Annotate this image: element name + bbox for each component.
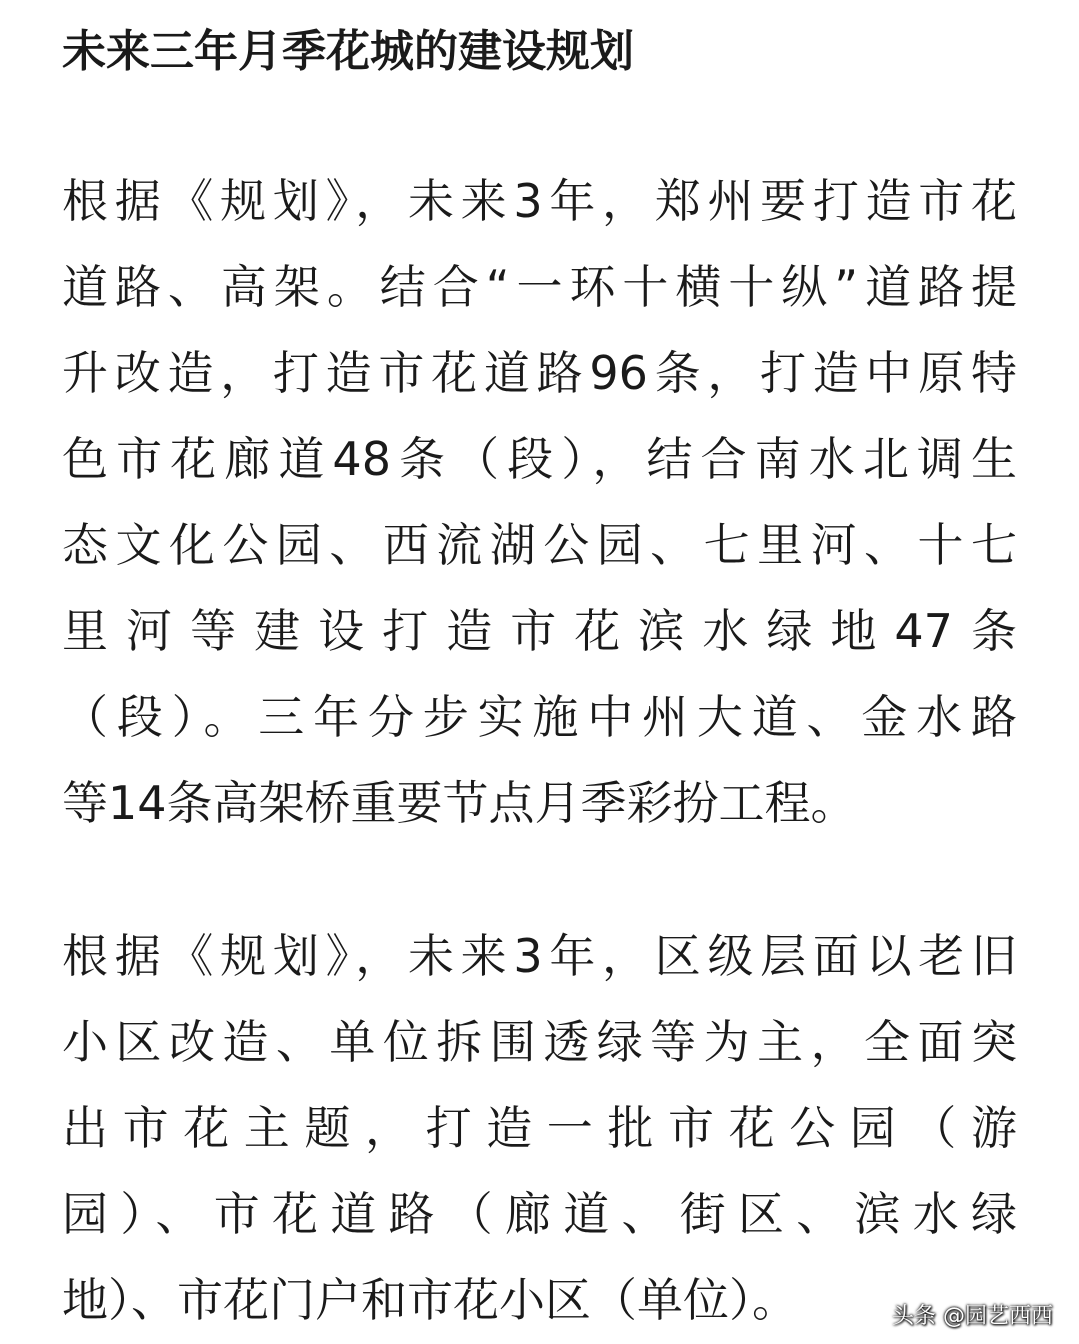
paragraph-line: 根据《规划》，未来3年，区级层面以老旧: [62, 929, 1017, 983]
paragraph-line: 态文化公园、西流湖公园、七里河、十七: [62, 518, 1017, 572]
paragraph-line: 根据《规划》，未来3年，郑州要打造市花: [62, 174, 1017, 228]
article-title: 未来三年月季花城的建设规划: [62, 26, 634, 77]
paragraph-2: [62, 913, 1017, 1343]
paragraph-line: 升改造，打造市花道路96条，打造中原特: [62, 346, 1017, 400]
paragraph-line: 等14条高架桥重要节点月季彩扮工程。: [62, 776, 857, 830]
paragraph-line: 小区改造、单位拆围透绿等为主，全面突: [62, 1015, 1017, 1069]
paragraph-line: 出市花主题，打造一批市花公园（游: [62, 1101, 1017, 1155]
watermark: 头条 @园艺西西: [892, 1304, 1053, 1329]
paragraph-line: 道路、高架。结合“一环十横十纵”道路提: [62, 260, 1017, 314]
paragraph-1: [62, 158, 1017, 846]
paragraph-line: （段）。三年分步实施中州大道、金水路: [62, 690, 1017, 744]
paragraph-line: 里河等建设打造市花滨水绿地47条: [62, 604, 1017, 658]
paragraph-line: 地）、市花门户和市花小区（单位）。: [62, 1273, 798, 1327]
paragraph-line: 园）、市花道路（廊道、街区、滨水绿: [62, 1187, 1017, 1241]
paragraph-line: 色市花廊道48条（段），结合南水北调生: [62, 432, 1017, 486]
